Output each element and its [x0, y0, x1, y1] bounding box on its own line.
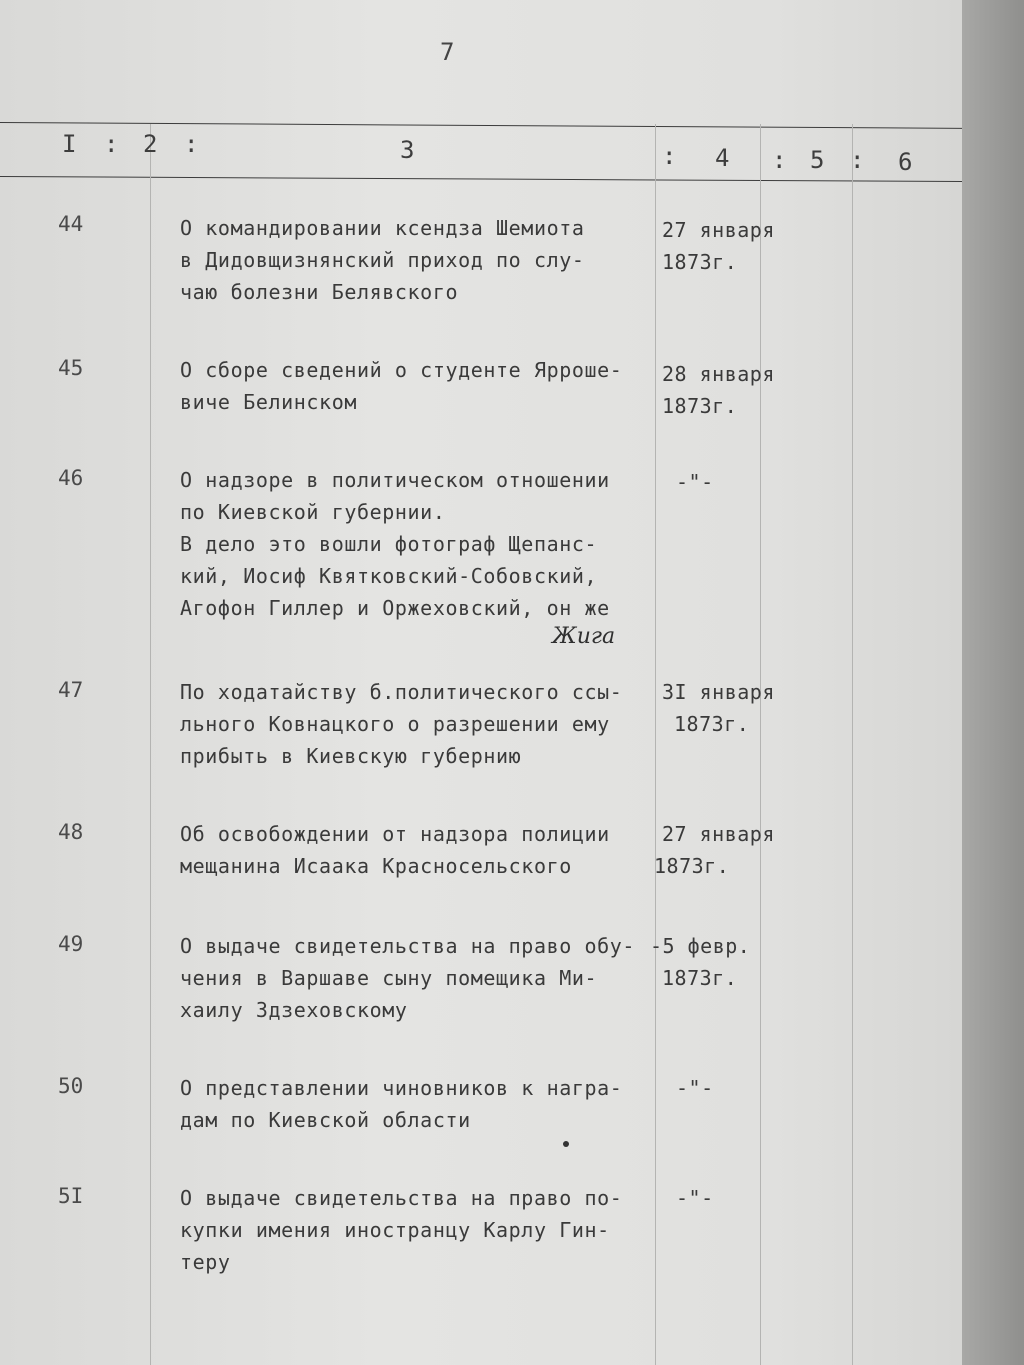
entry-title-line: льного Ковнацкого о разрешении ему: [180, 712, 610, 736]
entry-title-line: О выдаче свидетельства на право обу-: [180, 934, 636, 958]
handwritten-annotation: Жига: [552, 624, 616, 649]
entry-date-line: 27 января: [662, 218, 775, 242]
entry-title: [180, 212, 660, 308]
entry-title-line: дам по Киевской области: [180, 1108, 471, 1132]
entry-number: 46: [58, 466, 84, 490]
entry-title-line: теру: [180, 1250, 231, 1274]
entry-title-line: О сборе сведений о студенте Ярроше-: [180, 358, 623, 382]
entry-date-line: 1873г.: [662, 394, 738, 418]
entry-date-line: 3I января: [662, 680, 775, 704]
entry-date-line: 1873г.: [662, 966, 738, 990]
entry-title: [180, 676, 660, 772]
header-bottom-rule: [0, 176, 962, 182]
entry-number: 47: [58, 678, 84, 702]
entry-title-line: по Киевской губернии.: [180, 500, 446, 524]
page-edge-shadow: [962, 0, 1024, 1365]
header-col-6: 6: [898, 148, 914, 176]
header-separator: :: [184, 130, 200, 158]
entry-date: [676, 466, 714, 498]
entry-date: [662, 214, 775, 278]
entry-date-line: -"-: [676, 1076, 714, 1100]
entry-title-line: О командировании ксендза Шемиота: [180, 216, 585, 240]
entry-title-line: виче Белинском: [180, 390, 357, 414]
entry-title: [180, 464, 660, 624]
entry-date: [662, 358, 775, 422]
entry-title-line: О представлении чиновников к награ-: [180, 1076, 623, 1100]
entry-date-line: 1873г.: [662, 250, 738, 274]
entry-title-line: чаю болезни Белявского: [180, 280, 459, 304]
entry-title-line: кий, Иосиф Квятковский-Собовский,: [180, 564, 598, 588]
entry-title-line: прибыть в Киевскую губернию: [180, 744, 522, 768]
entry-title-line: Об освобождении от надзора полиции: [180, 822, 610, 846]
entry-date: [676, 1182, 714, 1214]
ink-dot: [563, 1141, 569, 1147]
column-divider: [760, 124, 761, 1365]
entry-title-line: В дело это вошли фотограф Щепанс-: [180, 532, 598, 556]
entry-title-line: в Дидовщизнянский приход по слу-: [180, 248, 585, 272]
entry-date-line: 27 января: [662, 822, 775, 846]
entry-date-line: -5 февр.: [650, 934, 751, 958]
entry-title-line: О выдаче свидетельства на право по-: [180, 1186, 623, 1210]
entry-title: [180, 930, 660, 1026]
entry-number: 5I: [58, 1184, 84, 1208]
entry-title-line: мещанина Исаака Красносельского: [180, 854, 572, 878]
entry-date-line: 1873г.: [674, 712, 750, 736]
column-divider: [150, 124, 151, 1365]
entry-date: [654, 818, 775, 882]
entry-title: [180, 354, 660, 418]
entry-title-line: О надзоре в политическом отношении: [180, 468, 610, 492]
entry-title: [180, 1182, 660, 1278]
header-separator: :: [104, 130, 120, 158]
entry-number: 48: [58, 820, 84, 844]
entry-title-line: чения в Варшаве сыну помещика Ми-: [180, 966, 598, 990]
header-col-5: 5: [810, 146, 826, 174]
entry-title-line: Агофон Гиллер и Оржеховский, он же: [180, 596, 610, 620]
entry-title-line: купки имения иностранцу Карлу Гин-: [180, 1218, 610, 1242]
entry-date-line: 1873г.: [654, 854, 730, 878]
entry-title-line: По ходатайству б.политического ссы-: [180, 680, 623, 704]
header-col-4: 4: [715, 144, 731, 172]
header-col-3: 3: [400, 136, 416, 164]
entry-number: 44: [58, 212, 84, 236]
entry-number: 49: [58, 932, 84, 956]
entry-number: 45: [58, 356, 84, 380]
entry-date: [676, 1072, 714, 1104]
column-divider: [852, 124, 853, 1365]
entry-date: [662, 676, 775, 740]
header-separator: :: [662, 142, 678, 170]
entry-date-line: -"-: [676, 1186, 714, 1210]
entry-number: 50: [58, 1074, 84, 1098]
entry-title: [180, 818, 660, 882]
entry-date: [650, 930, 750, 994]
header-separator: :: [772, 146, 788, 174]
header-top-rule: [0, 122, 962, 129]
header-col-1: I: [62, 130, 78, 158]
entry-title-line: хаилу Здзеховскому: [180, 998, 408, 1022]
entry-date-line: -"-: [676, 470, 714, 494]
entry-date-line: 28 января: [662, 362, 775, 386]
entry-title: [180, 1072, 660, 1136]
header-col-2: 2: [143, 130, 159, 158]
header-separator: :: [850, 146, 866, 174]
page-number: 7: [440, 38, 455, 66]
